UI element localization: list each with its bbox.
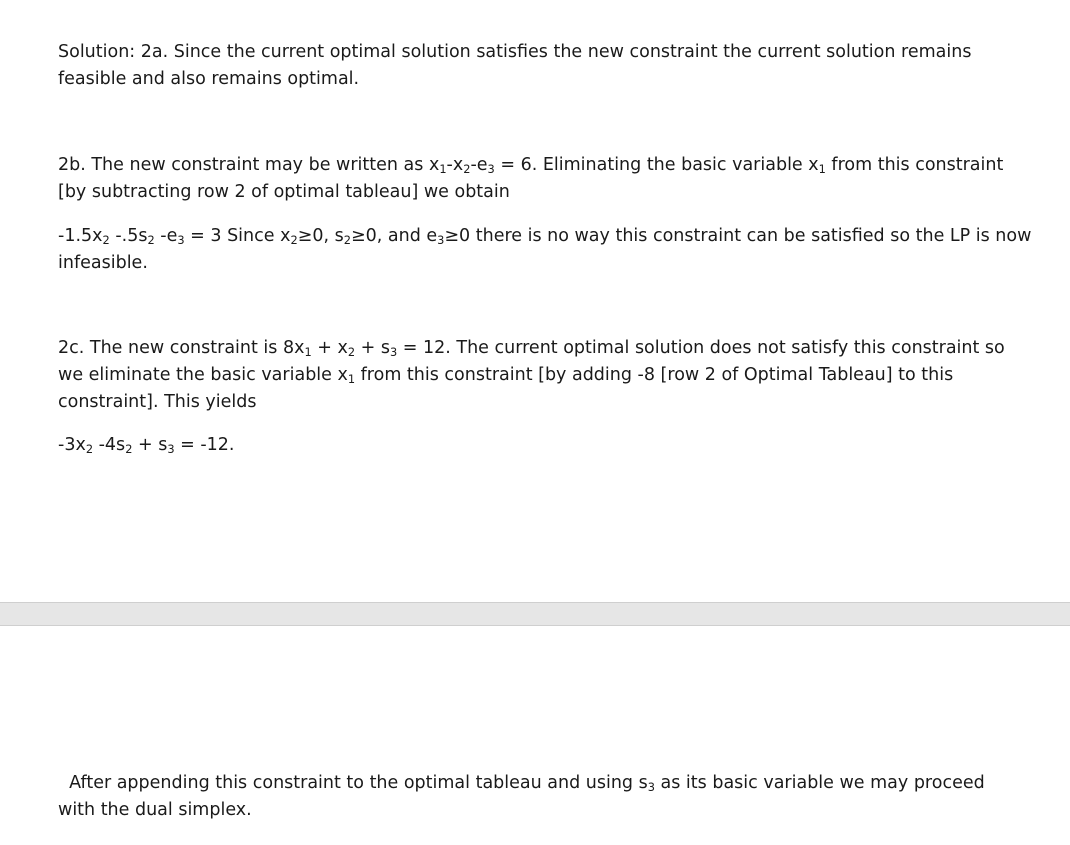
paragraph-line: Solution: 2a. Since the current optimal solution satisfies the new constraint the current solution remains <box>58 42 972 62</box>
dual-simplex-paragraph <box>58 770 998 824</box>
paragraph-line: we eliminate the basic variable $x_1$ from this constraint [by adding -8 [row 2 of Optimal Tableau] to this <box>58 365 954 386</box>
paragraph-line: feasible and also remains optimal. <box>58 69 360 89</box>
page-break-gap <box>0 602 1070 626</box>
paragraph-line: infeasible. <box>58 253 148 273</box>
paragraph-line: $-1.5x_2$ $-.5s_2$ $-e_3 = 3$ Since $x_2\ge 0$, $s_2\ge 0$, and $e_3\ge 0$ there is no way this constraint can be satisfied so the LP is now <box>58 226 1032 247</box>
paragraph-line: 2c. The new constraint is $8x_1 + x_2 + s_3 = 12$. The current optimal solution does not satisfy this constraint so <box>58 338 1005 359</box>
solution-2b-paragraph <box>58 152 1004 206</box>
resulting-equation <box>58 432 998 459</box>
paragraph-line: constraint]. This yields <box>58 392 257 412</box>
solution-2c-paragraph <box>58 335 1005 416</box>
equation-line: $-3x_2$ $-4s_2 + s_3 = -12$. <box>58 435 235 456</box>
infeasible-constraint-paragraph <box>58 223 1032 277</box>
paragraph-line: 2b. The new constraint may be written as $x_1-x_2-e_3 = 6$. Eliminating the basic variable $x_1$ from this constraint <box>58 155 1004 176</box>
paragraph-line: with the dual simplex. <box>58 800 252 820</box>
solution-2a-paragraph <box>58 39 998 93</box>
paragraph-line: After appending this constraint to the optimal tableau and using $s_3$ as its basic variable we may proceed <box>58 773 985 794</box>
paragraph-line: [by subtracting row 2 of optimal tableau] we obtain <box>58 182 510 202</box>
